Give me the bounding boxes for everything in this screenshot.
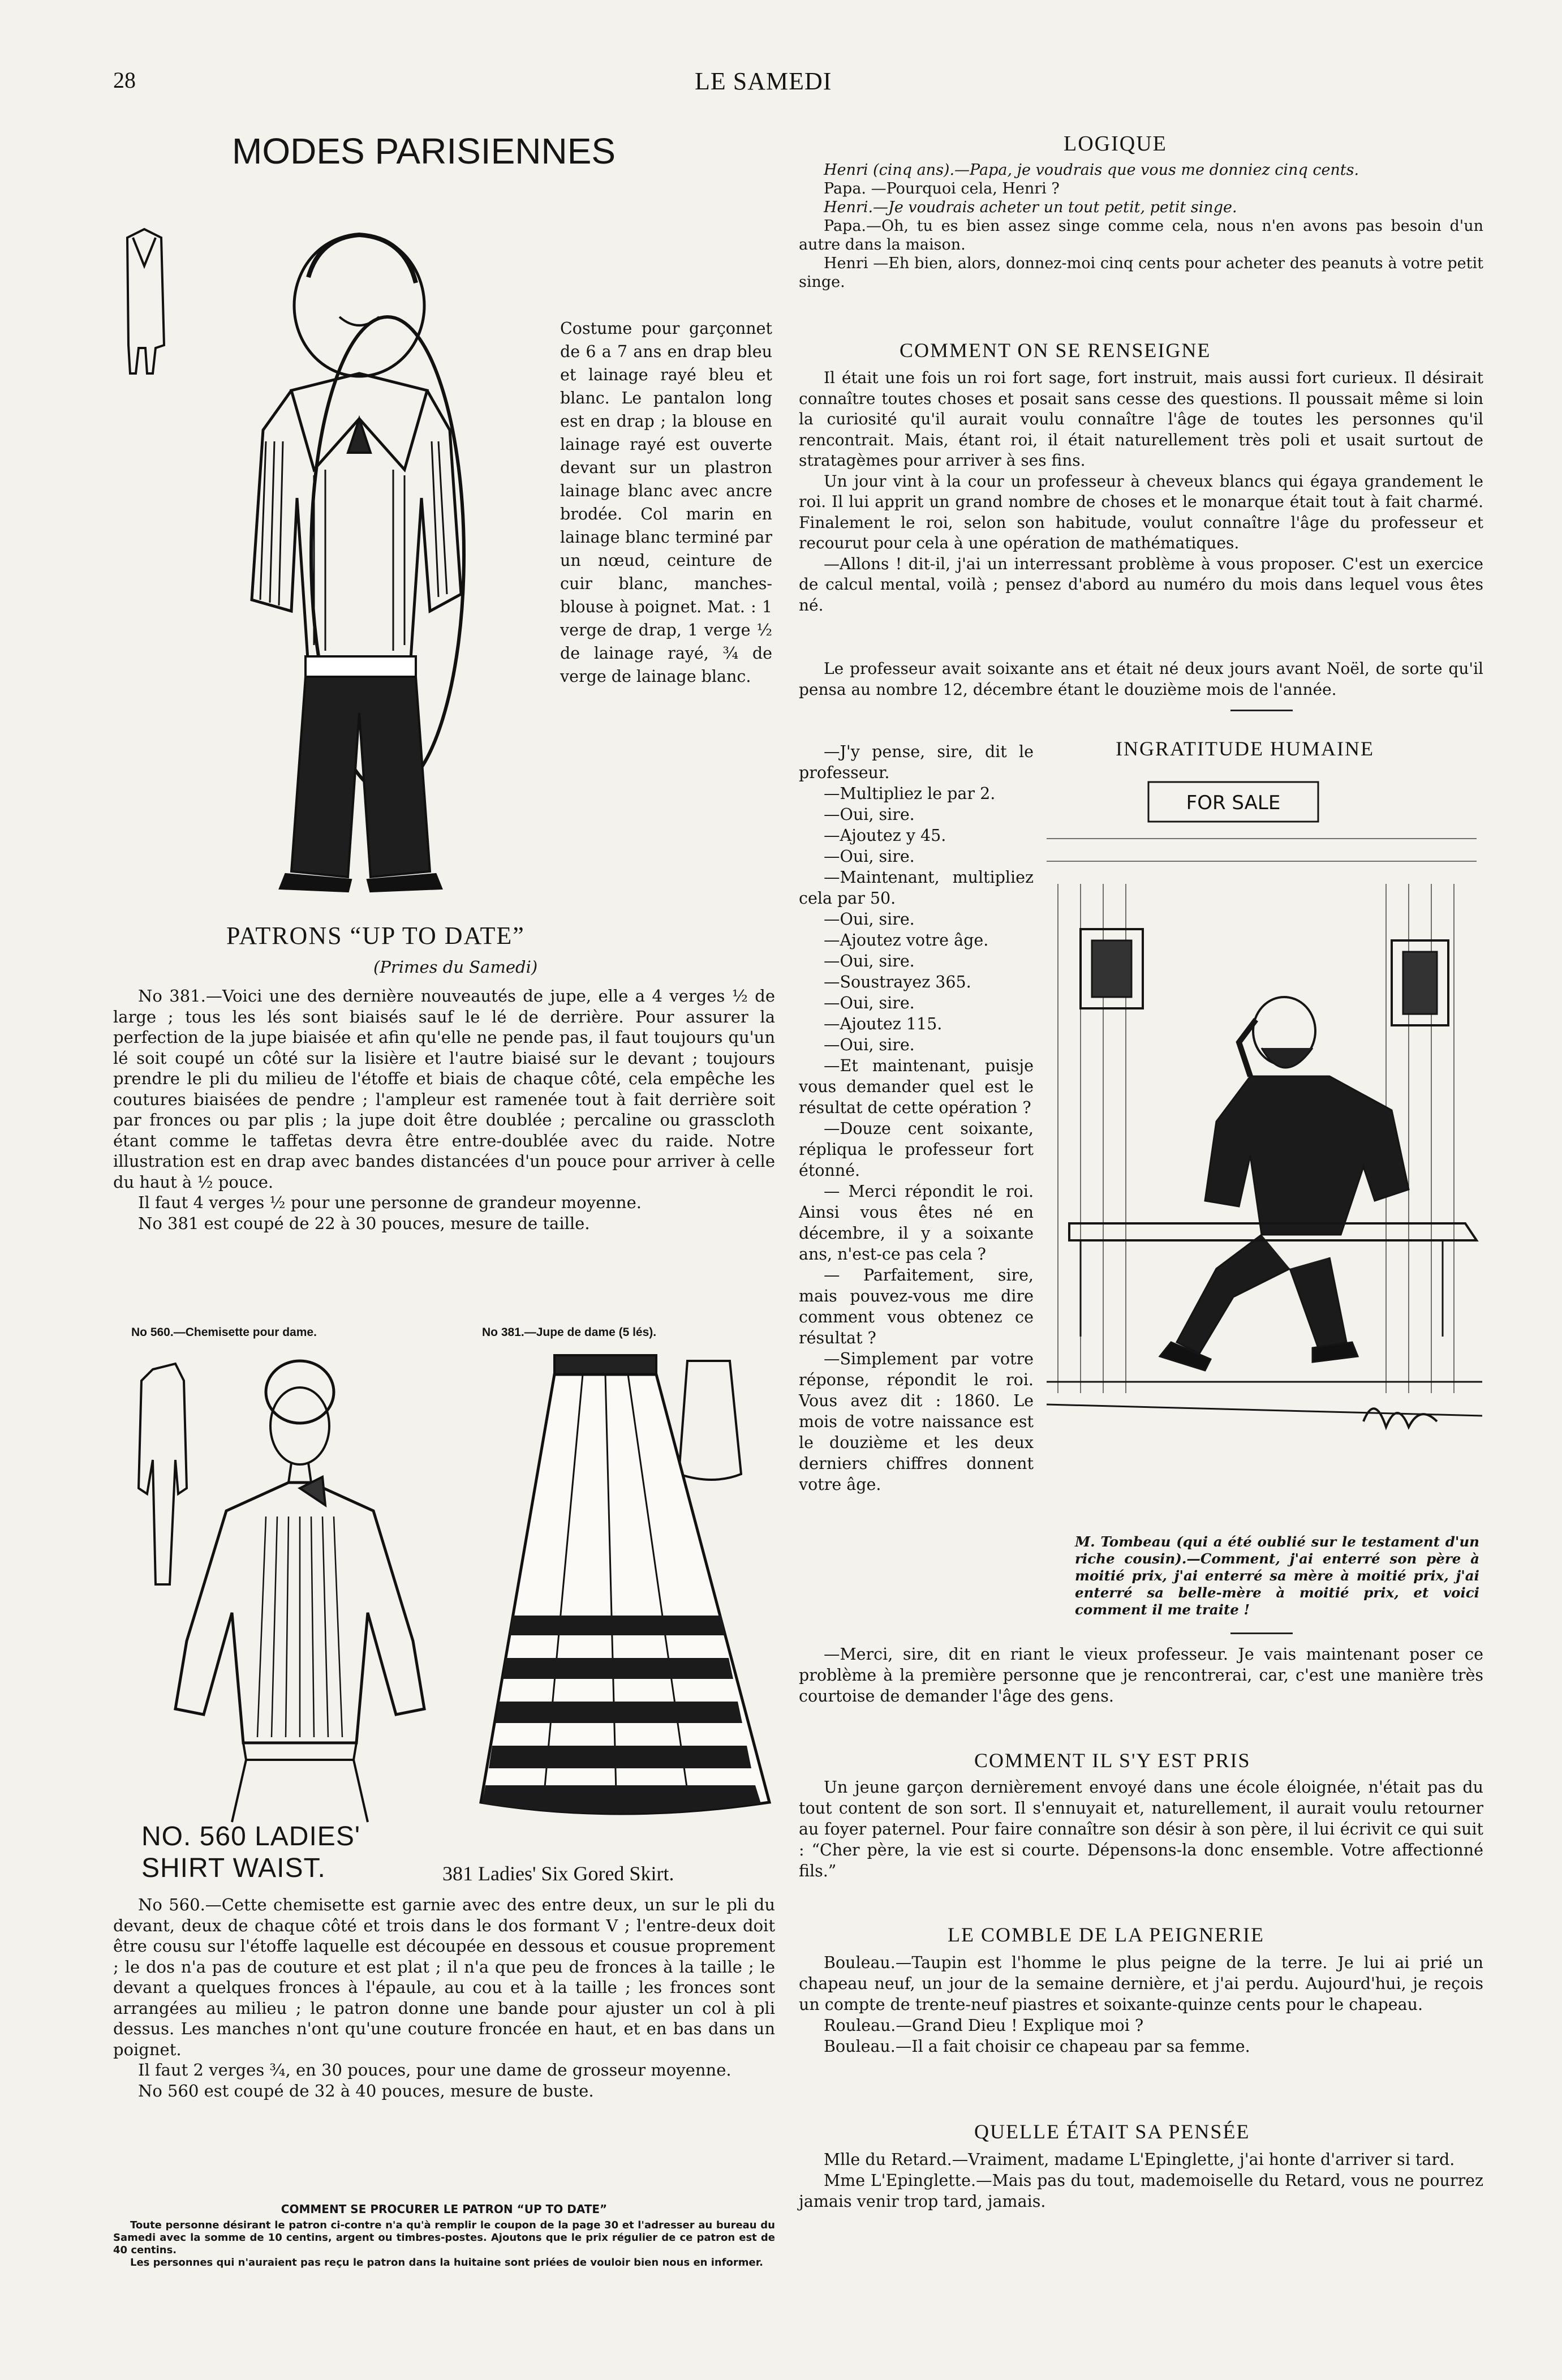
dialogue-line: —Et maintenant, puisje vous demander quel est le résultat de cette opération ? (799, 1056, 1034, 1117)
figure-title-560-line1: NO. 560 LADIES' (141, 1821, 360, 1851)
gored-skirt-illustration (464, 1344, 781, 1825)
section-title-renseigne: COMMENT ON SE RENSEIGNE (900, 339, 1211, 362)
costume-caption: Costume pour garçonnet de 6 a 7 ans en drap bleu et lainage rayé bleu et blanc. Le pantalon long est en drap ; la blouse en lainage rayé est ouverte devant sur un plastron lainage blanc avec ancre brodée. Col marin en lainage blanc terminé par un nœud, ceinture de cuir blanc, manches-blouse à poignet. Mat. : 1 verge de drap, 1 verge ½ de lainage rayé, ¾ de verge de lainage blanc. (560, 319, 772, 686)
pensee-body (799, 2149, 1483, 2212)
procurer-title: COMMENT SE PROCURER LE PATRON “UP TO DATE” (281, 2202, 608, 2216)
no560-body (113, 1894, 775, 2101)
dialogue-end (799, 1644, 1483, 1707)
dialogue-line: —Multipliez le par 2. (824, 784, 996, 803)
dialogue-line: —Ajoutez votre âge. (824, 931, 989, 950)
patrons-subtitle: (Primes du Samedi) (373, 957, 538, 977)
peignerie-body (799, 1952, 1483, 2057)
pris-paragraph: Un jeune garçon dernièrement envoyé dans une école éloignée, n'était pas du tout content de son sort. Il s'ennuyait et, naturellement, il aurait voulu retourner au foyer paternel. Pour faire connaître son désir à son père, il lui écrivit ce qui suit : “Cher père, la vie est si courte. Dépensons-la donc ensemble. Votre affectionné fils.” (799, 1778, 1483, 1880)
figure-title-560-line2: SHIRT WAIST. (141, 1853, 326, 1883)
pris-body (799, 1777, 1483, 1881)
pensee-line: Mlle du Retard.—Vraiment, madame L'Epinglette, j'ai honte d'arriver si tard. (824, 2150, 1455, 2169)
patrons-paragraph: Il faut 4 verges ½ pour une personne de grandeur moyenne. (138, 1193, 642, 1212)
dialogue-line: —Oui, sire. (824, 994, 915, 1012)
renseigne-body (799, 368, 1483, 616)
no560-paragraph: Il faut 2 verges ¾, en 30 pouces, pour une dame de grosseur moyenne. (138, 2060, 731, 2080)
dialogue-line: — Parfaitement, sire, mais pouvez-vous me dire comment vous obtenez ce résultat ? (799, 1266, 1034, 1347)
dialogue-line: —Oui, sire. (824, 1036, 915, 1054)
pensee-line: Mme L'Epinglette.—Mais pas du tout, mademoiselle du Retard, vous ne pourrez jamais venir trop tard, jamais. (799, 2171, 1483, 2211)
page-number: 28 (113, 67, 136, 93)
no560-paragraph: No 560 est coupé de 32 à 40 pouces, mesure de buste. (138, 2081, 594, 2100)
boy-costume-illustration (122, 204, 552, 900)
dialogue-line: — Merci répondit le roi. Ainsi vous êtes né en décembre, il y a soixante ans, n'est-ce pas cela ? (799, 1182, 1034, 1264)
renseigne-body-narrow (799, 659, 1483, 700)
renseigne-paragraph: —Allons ! dit-il, j'ai un interressant problème à vous proposer. C'est un exercice de calcul mental, voilà ; pensez d'abord au numéro du mois dans lequel vous êtes né. (799, 554, 1483, 615)
ingratitude-cartoon (1047, 771, 1482, 1523)
procurer-body (113, 2219, 775, 2269)
section-title-modes: MODES PARISIENNES (232, 131, 616, 171)
section-title-pensee: QUELLE ÉTAIT SA PENSÉE (974, 2120, 1250, 2143)
figure-label-381: No 381.—Jupe de dame (5 lés). (482, 1326, 657, 1339)
dialogue-line: —Simplement par votre réponse, répondit le roi. Vous avez dit : 1860. Le mois de votre naissance est le douzième et les deux derniers chiffres donnent votre âge. (799, 1350, 1034, 1494)
dialogue-line: —Soustrayez 365. (824, 973, 971, 991)
patrons-paragraph: No 381 est coupé de 22 à 30 pouces, mesure de taille. (138, 1213, 590, 1233)
logique-line: Papa.—Oh, tu es bien assez singe comme cela, nous n'en avons pas besoin d'un autre dans la maison. (799, 217, 1483, 254)
dialogue-line: —Maintenant, multipliez cela par 50. (799, 868, 1034, 908)
dialogue-line: —Douze cent soixante, répliqua le professeur fort étonné. (799, 1119, 1034, 1180)
logique-line: Henri (cinq ans).—Papa, je voudrais que vous me donniez cinq cents. (824, 161, 1359, 179)
ingratitude-caption: M. Tombeau (qui a été oublié sur le testament d'un riche cousin).—Comment, j'ai enterré son père à moitié prix, j'ai enterré sa mère à moitié prix, j'ai enterré sa belle-mère à moitié prix, et voici comment il me traite ! (1075, 1533, 1479, 1618)
procurer-paragraph: Toute personne désirant le patron ci-contre n'a qu'à remplir le coupon de la page 30 et l'adresser au bureau du Samedi avec la somme de 10 centins, argent ou timbres-postes. Ajoutons que le prix régulier de ce patron est de 40 centins. (113, 2219, 775, 2256)
divider-rule (1230, 710, 1293, 711)
dialogue-line: —Ajoutez 115. (824, 1015, 943, 1033)
poster-text: FOR SALE (1186, 792, 1281, 814)
dialogue-line: —Merci, sire, dit en riant le vieux professeur. Je vais maintenant poser ce problème à la première personne que je rencontrerai, car, c'est une manière très courtoise de demander l'âge des gens. (799, 1645, 1483, 1705)
section-title-patrons: PATRONS “UP TO DATE” (226, 922, 525, 950)
dialogue-body (799, 741, 1034, 1495)
section-title-peignerie: LE COMBLE DE LA PEIGNERIE (948, 1923, 1264, 1946)
dialogue-line: —J'y pense, sire, dit le professeur. (799, 742, 1034, 782)
peignerie-line: Bouleau.—Taupin est l'homme le plus peigne de la terre. Je lui ai prié un chapeau neuf, un jour de la semaine dernière, et j'ai perdu. Aujourd'hui, je reçois un compte de trente-neuf piastres et soixante-quinze cents pour le chapeau. (799, 1953, 1483, 2014)
divider-rule (1230, 1633, 1293, 1634)
patrons-paragraph: No 381.—Voici une des dernière nouveautés de jupe, elle a 4 verges ½ de large ; tous les lés sont biaisés sauf le lé de derrière. Pour assurer la perfection de la jupe biaisée et afin qu'elle ne pende pas, il faut toujours qu'un lé soit coupé un côté sur la lisière et l'autre biaisé sur le devant ; toujours prendre le pli du milieu de l'étoffe et biais de chaque côté, cela empêche les coutures biaisées de pendre ; l'ampleur est ramenée tout à fait derrière soit par fronces ou par plis ; la jupe doit être doublée ; percaline ou grasscloth étant comme le taffetas devra être entre-doublée avec du raide. Notre illustration est en drap avec bandes distancées d'un pouce pour arriver à celle du haut à ½ pouce. (113, 986, 775, 1192)
logique-body (799, 161, 1483, 291)
figure-label-560: No 560.—Chemisette pour dame. (131, 1326, 317, 1339)
section-title-pris: COMMENT IL S'Y EST PRIS (974, 1749, 1251, 1772)
figure-title-560 (141, 1821, 360, 1884)
section-title-logique: LOGIQUE (1064, 132, 1167, 156)
procurer-paragraph: Les personnes qui n'auraient pas reçu le patron dans la huitaine sont priées de vouloir bien nous en informer. (130, 2257, 763, 2269)
patrons-body (113, 986, 775, 1234)
no560-paragraph: No 560.—Cette chemisette est garnie avec des entre deux, un sur le pli du devant, deux de chaque côté et trois dans le dos formant V ; l'entre-deux doit être cousu sur l'étoffe laquelle est découpée en dessous et cousue proprement ; le dos n'a pas de couture et est plat ; il n'a que peu de fronces à la taille ; le devant a quelques fronces à l'épaule, au cou et à la taille ; les fronces sont arrangées au milieu ; le patron donne une bande pour ajuster un col à pli dessus. Les manches n'ont qu'une couture froncée en haut, et en bas dans un poignet. (113, 1895, 775, 2059)
logique-line: Henri —Eh bien, alors, donnez-moi cinq cents pour acheter des peanuts à votre petit singe. (799, 255, 1483, 291)
dialogue-line: —Ajoutez y 45. (824, 826, 946, 845)
dialogue-line: —Oui, sire. (824, 910, 915, 929)
dialogue-line: —Oui, sire. (824, 847, 915, 866)
logique-line: Henri.—Je voudrais acheter un tout petit, petit singe. (824, 199, 1237, 216)
publication-title: LE SAMEDI (695, 67, 832, 95)
peignerie-line: Rouleau.—Grand Dieu ! Explique moi ? (824, 2016, 1144, 2035)
section-title-ingratitude: INGRATITUDE HUMAINE (1116, 737, 1374, 760)
renseigne-paragraph: Il était une fois un roi fort sage, fort instruit, mais aussi fort curieux. Il désirait connaître toutes choses et posait sans cesse des questions. Il poussait même si loin la curiosité qu'il aurait voulu connaître l'âge de toutes les personnes qu'il rencontrait. Mais, étant roi, il était naturellement très poli et usait surtout de stratagèmes pour arriver à ses fins. (799, 368, 1483, 470)
dialogue-line: —Oui, sire. (824, 952, 915, 970)
shirt-waist-illustration (130, 1347, 447, 1828)
peignerie-line: Bouleau.—Il a fait choisir ce chapeau par sa femme. (824, 2037, 1250, 2056)
figure-title-381: 381 Ladies' Six Gored Skirt. (442, 1862, 674, 1885)
renseigne-paragraph: Le professeur avait soixante ans et était né deux jours avant Noël, de sorte qu'il pensa au nombre 12, décembre étant le douzième mois de l'année. (799, 659, 1483, 699)
renseigne-paragraph: Un jour vint à la cour un professeur à cheveux blancs qui égaya grandement le roi. Il lui apprit un grand nombre de choses et le monarque était tout à fait charmé. Finalement le roi, selon son habitude, voulut connaître l'âge du professeur et recourut pour cela à une opération de mathématiques. (799, 471, 1483, 552)
dialogue-line: —Oui, sire. (824, 805, 915, 824)
logique-line: Papa. —Pourquoi cela, Henri ? (824, 180, 1060, 197)
